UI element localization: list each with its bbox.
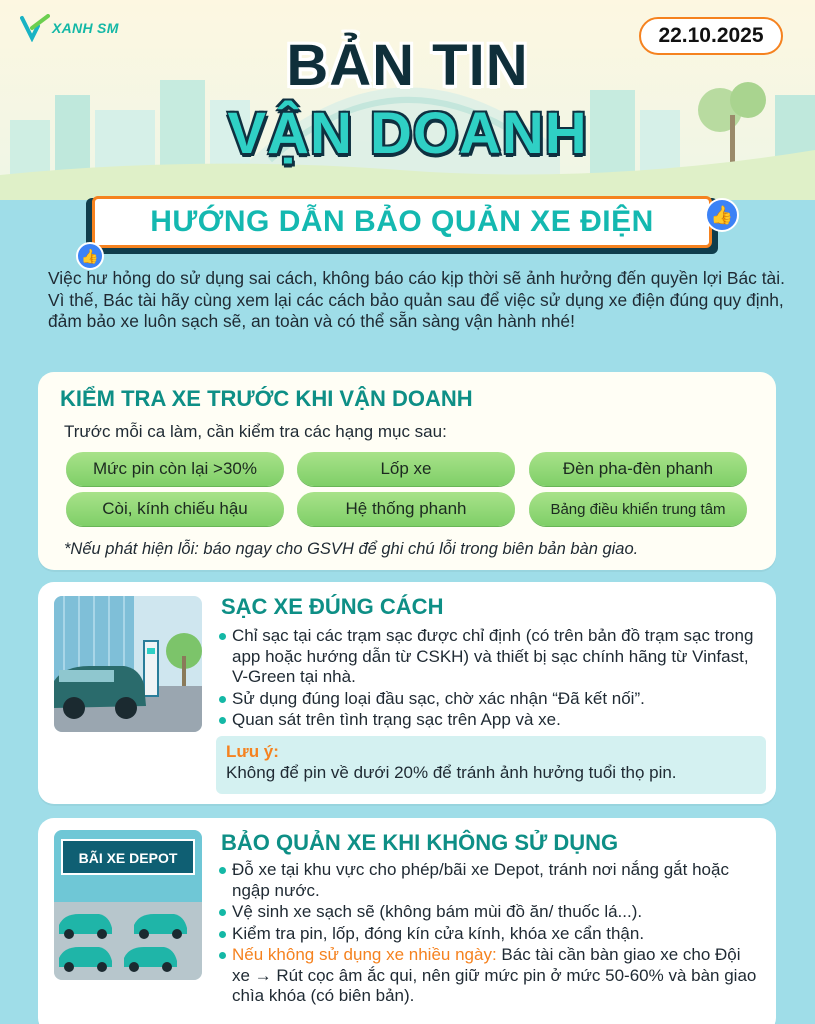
charging-station-illustration [54,596,202,732]
check-item: Đèn pha-đèn phanh [529,452,747,486]
list-item: Vệ sinh xe sạch sẽ (không bám mùi đồ ăn/ thuốc lá...). [218,902,758,923]
intro-paragraph: Việc hư hỏng do sử dụng sai cách, không báo cáo kịp thời sẽ ảnh hưởng đến quyền lợi Bác tài. [48,268,785,288]
logo-text: XANH SM [52,20,119,36]
check-item: Lốp xe [297,452,515,486]
note-text: Không để pin về dưới 20% để tránh ảnh hưởng tuổi thọ pin. [226,763,677,782]
inspection-card [38,372,776,570]
depot-sign-text: BÃI XE DEPOT [78,850,178,866]
section-banner [92,196,712,248]
charging-title: SẠC XE ĐÚNG CÁCH [221,594,444,619]
date-badge: 22.10.2025 [639,17,783,55]
title-line-2: VẬN DOANH [227,101,588,166]
list-item: Quan sát trên tình trạng sạc trên App và xe. [218,710,758,731]
list-item: Đỗ xe tại khu vực cho phép/bãi xe Depot, tránh nơi nắng gắt hoặc ngập nước. [218,860,758,901]
charging-card [38,582,776,804]
thumbs-up-icon: 👍 [705,198,739,232]
note-label: Lưu ý: [226,742,279,761]
storage-title: BẢO QUẢN XE KHI KHÔNG SỬ DỤNG [221,830,619,855]
section-banner-text: HƯỚNG DẪN BẢO QUẢN XE ĐIỆN [150,205,654,238]
title-line-1: BẢN TIN [286,33,529,98]
list-item: Kiểm tra pin, lốp, đóng kín cửa kính, khóa xe cẩn thận. [218,924,758,945]
charging-bullets [218,626,758,732]
storage-card [38,818,776,1024]
thumbs-up-icon: 👍 [76,242,104,270]
check-item: Hệ thống phanh [297,492,515,526]
inspection-title: KIỂM TRA XE TRƯỚC KHI VẬN DOANH [60,386,473,411]
check-item: Mức pin còn lại >30% [66,452,284,486]
list-item [218,945,758,1007]
check-item: Còi, kính chiếu hậu [66,492,284,526]
inspection-subtitle: Trước mỗi ca làm, cần kiểm tra các hạng mục sau: [64,422,447,441]
highlight-label: Nếu không sử dụng xe nhiều ngày: [232,945,497,964]
inspection-note: *Nếu phát hiện lỗi: báo ngay cho GSVH để ghi chú lỗi trong biên bản bàn giao. [64,540,639,558]
highlight-text: Bác tài cần bàn giao xe cho Đội xe → Rút cọc âm ắc qui, nên giữ mức pin ở mức 50-60% và bàn giao chìa khóa (có biên bản). [232,945,757,1005]
list-item: Chỉ sạc tại các trạm sạc được chỉ định (có trên bản đồ trạm sạc trong app hoặc hướng dẫn từ CSKH) và thiết bị sạc chính hãng từ Vinfast, V-Green tại nhà. [218,626,758,688]
header [0,0,815,200]
intro-text [48,268,788,333]
list-item: Sử dụng đúng loại đầu sạc, chờ xác nhận “Đã kết nối”. [218,689,758,710]
storage-bullets [218,860,758,1008]
check-item: Bảng điều khiển trung tâm [529,492,747,526]
charging-note-box [216,736,766,794]
depot-parking-illustration [54,830,202,980]
intro-paragraph: Vì thế, Bác tài hãy cùng xem lại các cách bảo quản sau để việc sử dụng xe điện đúng quy định, đảm bảo xe luôn sạch sẽ, an toàn và có thể sẵn sàng vận hành nhé! [48,289,784,331]
